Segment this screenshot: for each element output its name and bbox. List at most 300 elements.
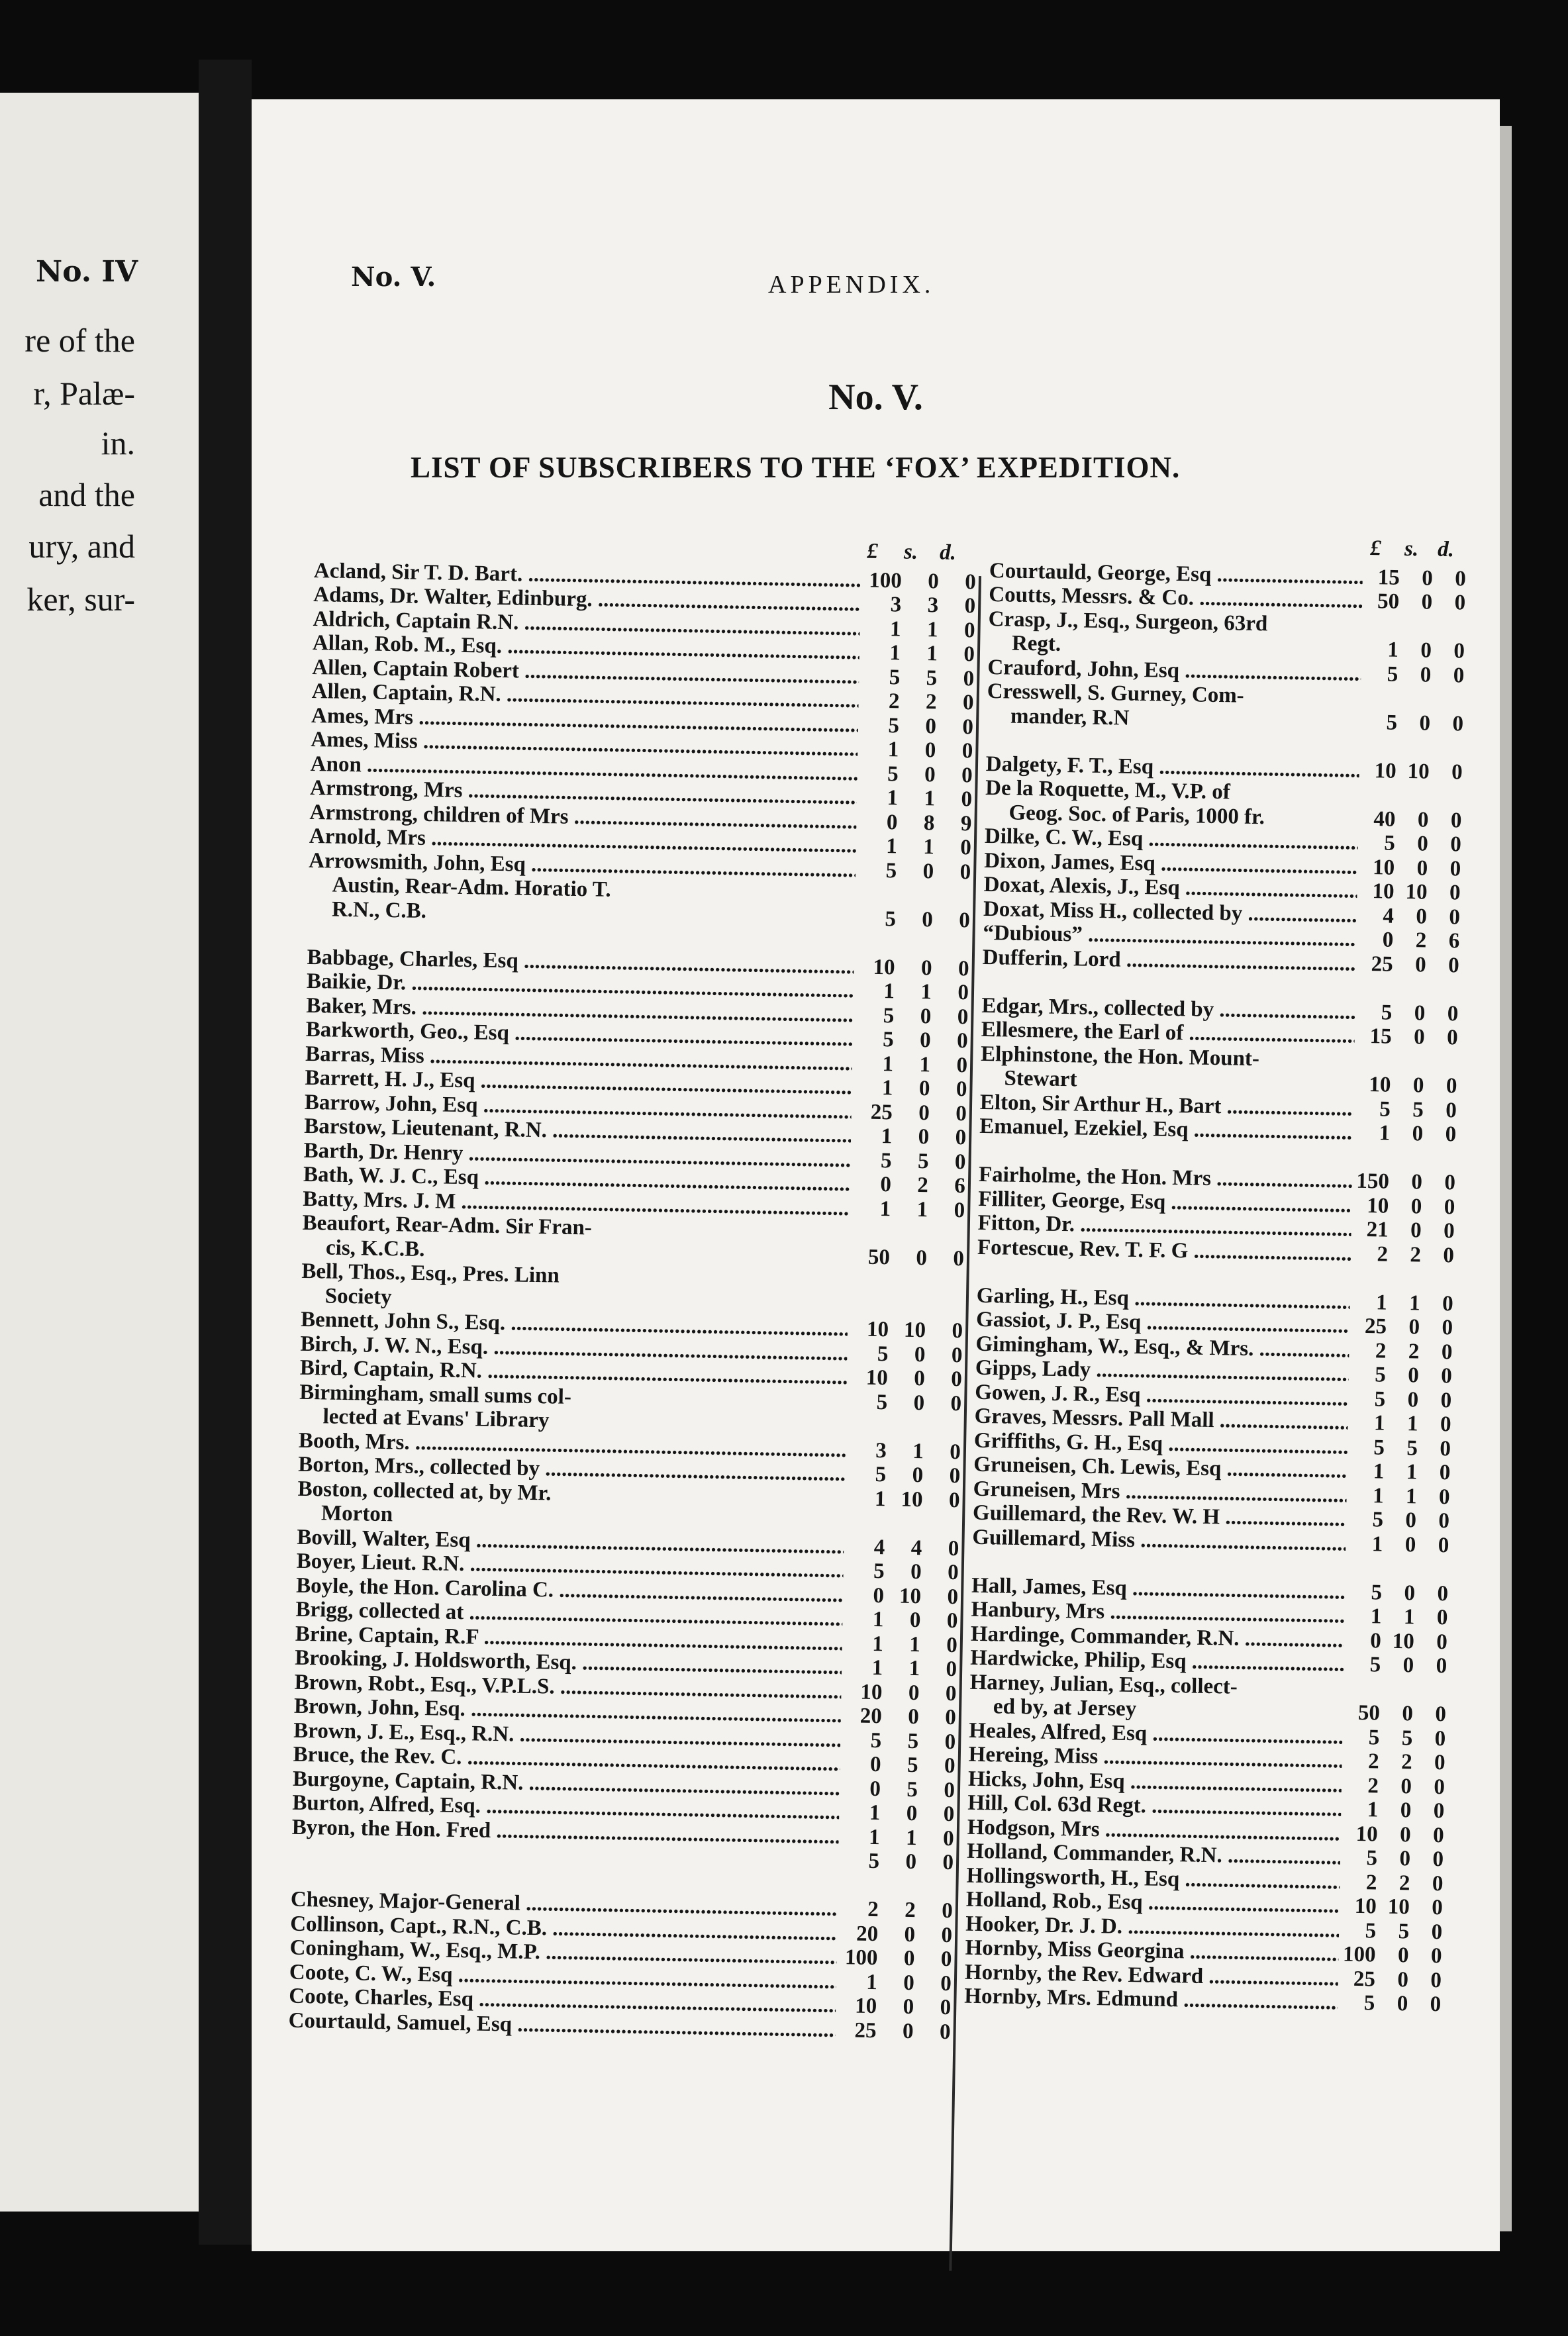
amount-shillings: 0 [1413, 1025, 1426, 1049]
subscriber-name: Society [324, 1283, 392, 1309]
subscriber-name: Garling, H., Esq ..... [976, 1283, 1350, 1314]
amount-pounds: 50 [867, 1245, 891, 1269]
amount-pence: 0 [1449, 856, 1461, 881]
amount-pence: 0 [1455, 566, 1467, 591]
amount-shillings: 0 [905, 1849, 917, 1874]
amount-pounds: 1 [887, 786, 899, 810]
pounds-header: £ [866, 539, 879, 563]
amount-pence: 0 [963, 618, 975, 642]
amount-shillings: 0 [1407, 1363, 1420, 1388]
amount-pence: 0 [940, 1971, 952, 1996]
amount-pence: 0 [1437, 1581, 1449, 1606]
amount-shillings: 1 [922, 835, 935, 859]
amount-pence: 0 [953, 1246, 965, 1271]
amount-shillings: 0 [920, 955, 932, 980]
subscriber-name: Gruneisen, Ch. Lewis, Esq ..... [973, 1453, 1348, 1484]
amount-shillings: 0 [927, 569, 940, 593]
subscriber-name: Gowen, J. R., Esq ..... [975, 1380, 1349, 1411]
amount-pounds: 1 [1367, 1798, 1379, 1822]
amount-shillings: 0 [1417, 807, 1429, 832]
subscriber-name: Coote, Charles, Esq ..... [289, 1984, 836, 2018]
amount-shillings: 0 [925, 714, 937, 738]
amount-shillings: 0 [909, 1608, 921, 1633]
subscriber-name: lected at Evans' Library [322, 1404, 550, 1433]
amount-shillings: 3 [927, 593, 939, 618]
subscriber-name: Coote, C. W., Esq ..... [289, 1960, 837, 1994]
subscriber-name: Hardinge, Commander, R.N. ..... [971, 1622, 1345, 1653]
facing-page-line: r, Palæ- [33, 375, 135, 412]
page-subtitle: LIST OF SUBSCRIBERS TO THE ‘FOX’ EXPEDITION. [411, 451, 1181, 484]
amount-shillings: 0 [1400, 1798, 1412, 1823]
amount-shillings: 0 [924, 762, 936, 787]
amount-pence: 0 [1438, 1509, 1450, 1533]
running-head-number: No. V. [351, 262, 436, 293]
amount-pence: 0 [952, 1318, 963, 1343]
subscriber-name: Baikie, Dr. ..... [307, 969, 854, 1003]
amount-pounds: 10 [1369, 1073, 1391, 1097]
amount-pence: 0 [957, 981, 969, 1005]
subscriber-name: Courtauld, George, Esq ..... [989, 558, 1363, 589]
subscriber-name: Bovill, Walter, Esq ..... [297, 1525, 844, 1559]
amount-shillings: 5 [917, 1149, 929, 1173]
subscriber-name: Fitton, Dr. ..... [977, 1211, 1351, 1242]
subscriber-name: Regt. [1011, 631, 1061, 656]
subscriber-name: Burgoyne, Captain, R.N. ..... [293, 1767, 840, 1800]
amount-shillings: 4 [910, 1535, 922, 1560]
amount-pence: 0 [1446, 1026, 1459, 1050]
subscriber-name: Geog. Soc. of Paris, 1000 fr. [1008, 801, 1265, 829]
amount-pence: 0 [963, 666, 975, 691]
subscriber-name: Coningham, W., Esq., M.P. ..... [289, 1936, 837, 1970]
amount-shillings: 0 [1404, 1532, 1416, 1557]
amount-pounds: 100 [844, 1945, 878, 1971]
amount-pounds: 5 [888, 713, 900, 738]
subscriber-name: Stewart [1004, 1066, 1077, 1092]
amount-pounds: 0 [869, 1752, 881, 1777]
subscriber-column-right [964, 530, 1467, 2017]
amount-pence: 0 [1444, 1171, 1456, 1195]
subscriber-name: Byron, the Hon. Fred ..... [291, 1815, 839, 1849]
amount-shillings: 2 [1400, 1750, 1412, 1775]
amount-shillings: 0 [916, 1245, 928, 1270]
subscriber-name: Barth, Dr. Henry ..... [303, 1138, 851, 1172]
pence-header: d. [939, 540, 957, 565]
amount-pence: 0 [1453, 639, 1465, 663]
subscriber-name: Filliter, George, Esq ..... [978, 1187, 1352, 1218]
amount-pence: 0 [1449, 832, 1462, 857]
amount-pounds: 1 [885, 834, 898, 859]
amount-pounds: 1 [889, 641, 901, 665]
amount-pounds: 5 [868, 1849, 880, 1874]
subscriber-name: Morton [320, 1501, 393, 1527]
amount-pounds: 5 [889, 665, 901, 689]
amount-pence: 0 [955, 1126, 967, 1150]
amount-pence: 0 [1445, 1122, 1457, 1147]
subscriber-name: Brown, J. E., Esq., R.N. ..... [293, 1718, 841, 1752]
subscriber-name: Barras, Miss ..... [305, 1042, 853, 1075]
subscriber-name: Courtauld, Samuel, Esq ..... [288, 2008, 836, 2042]
amount-pence: 0 [956, 1077, 967, 1102]
amount-pounds: 15 [1369, 1024, 1393, 1049]
amount-shillings: 1 [908, 1632, 921, 1657]
subscriber-name: Gipps, Lady ..... [975, 1356, 1349, 1387]
amount-pence: 0 [955, 1101, 967, 1126]
amount-shillings: 1 [1406, 1412, 1418, 1436]
amount-pence: 0 [959, 836, 972, 860]
amount-pence: 0 [963, 642, 975, 667]
amount-shillings: 0 [918, 1100, 930, 1125]
amount-pence: 0 [1454, 591, 1466, 615]
subscriber-name: Boyle, the Hon. Carolina C. ..... [296, 1573, 844, 1607]
amount-pence: 0 [1440, 1388, 1452, 1412]
amount-shillings: 10 [903, 1318, 926, 1343]
subscriber-name: Fairholme, the Hon. Mrs ..... [979, 1163, 1353, 1194]
amount-pence: 0 [948, 1536, 959, 1561]
amount-pounds: 1 [872, 1607, 884, 1632]
subscriber-name: Aldrich, Captain R.N. ..... [313, 607, 860, 640]
subscriber-name: Chesney, Major-General ..... [291, 1888, 838, 1922]
amount-pence: 0 [1446, 1074, 1457, 1098]
subscriber-name: Barrow, John, Esq ..... [305, 1090, 852, 1124]
amount-shillings: 0 [1414, 1000, 1426, 1026]
amount-pounds: 2 [1377, 1241, 1389, 1267]
subscriber-name: Borton, Mrs., collected by ..... [298, 1453, 846, 1486]
subscriber-name: Barkworth, Geo., Esq ..... [305, 1018, 853, 1051]
amount-pence: 0 [1431, 1920, 1443, 1944]
subscriber-name: Dalgety, F. T., Esq ..... [985, 752, 1359, 783]
subscriber-name: Holland, Rob., Esq ..... [966, 1888, 1340, 1919]
amount-pounds: 1 [1379, 1121, 1391, 1145]
amount-pence: 0 [1430, 1992, 1442, 2017]
amount-pence: 0 [943, 1802, 955, 1827]
amount-shillings: 0 [1407, 1387, 1419, 1412]
amount-shillings: 1 [1405, 1484, 1417, 1508]
amount-shillings: 10 [1392, 1629, 1415, 1653]
amount-pence: 0 [1431, 1895, 1444, 1920]
amount-pounds: 5 [1366, 1846, 1378, 1871]
subscriber-name: Hornby, Mrs. Edmund ..... [964, 1984, 1338, 2016]
amount-shillings: 10 [901, 1487, 923, 1512]
amount-pence: 0 [1441, 1339, 1453, 1364]
amount-pounds: 25 [854, 2018, 877, 2043]
amount-pence: 0 [1440, 1412, 1451, 1437]
subscriber-name: Hooker, Dr. J. D. ..... [965, 1912, 1340, 1943]
subscriber-name: Hollingsworth, H., Esq ..... [966, 1863, 1340, 1894]
subscriber-name: Acland, Sir T. D. Bart. ..... [314, 558, 861, 592]
amount-shillings: 0 [918, 1125, 930, 1149]
amount-pounds: 0 [886, 810, 898, 834]
amount-pence: 0 [1440, 1436, 1451, 1461]
subscriber-name: Allan, Rob. M., Esq. ..... [313, 631, 860, 665]
subscriber-name: Boston, collected at, by Mr. [297, 1477, 552, 1505]
amount-shillings: 0 [1412, 1073, 1424, 1098]
subscriber-name: mander, R.N [1010, 704, 1130, 730]
amount-pounds: 5 [1369, 1653, 1381, 1677]
amount-shillings: 0 [1402, 1653, 1414, 1678]
subscriber-name: “Dubious” ..... [983, 921, 1357, 952]
amount-shillings: 5 [907, 1729, 919, 1753]
facing-page-line: re of the [24, 322, 135, 359]
amount-shillings: 1 [916, 1197, 928, 1222]
amount-shillings: 1 [905, 1825, 917, 1850]
subscriber-name: Barrett, H. J., Esq ..... [305, 1066, 852, 1100]
amount-shillings: 0 [1419, 710, 1431, 736]
amount-shillings: 0 [908, 1704, 920, 1729]
amount-pounds: 50 [1377, 589, 1400, 614]
amount-pounds: 1 [883, 979, 895, 1004]
subscriber-name: Bennett, John S., Esq. ..... [301, 1308, 848, 1341]
amount-pounds: 25 [870, 1100, 893, 1124]
amount-pence: 0 [961, 763, 973, 787]
appendix-page [252, 99, 1500, 2251]
amount-pence: 0 [1430, 1943, 1442, 1969]
subscriber-name: Hall, James, Esq ..... [971, 1573, 1346, 1604]
amount-pence: 0 [942, 1826, 954, 1851]
subscriber-name: Ames, Mrs ..... [311, 703, 859, 737]
amount-pence: 0 [1432, 1847, 1444, 1872]
amount-pence: 0 [950, 1367, 963, 1392]
subscriber-name: Crasp, J., Esq., Surgeon, 63rd [988, 607, 1268, 636]
amount-shillings: 0 [1411, 1170, 1423, 1194]
amount-pounds: 10 [873, 955, 895, 979]
amount-pence: 0 [946, 1608, 958, 1633]
book-gutter [199, 60, 252, 2245]
amount-pounds: 1 [1371, 1532, 1383, 1557]
amount-pounds: 10 [865, 1365, 889, 1390]
subscriber-name: Emanuel, Ezekiel, Esq ..... [979, 1114, 1353, 1145]
amount-pounds: 1 [887, 738, 899, 762]
amount-pence: 0 [961, 787, 973, 812]
subscriber-column-left [288, 530, 976, 2045]
amount-pence: 0 [1438, 1484, 1450, 1509]
amount-pence: 0 [946, 1633, 958, 1657]
subscriber-name: Guillemard, Miss ..... [972, 1525, 1346, 1556]
amount-shillings: 0 [1421, 590, 1433, 614]
amount-shillings: 0 [1408, 1315, 1420, 1339]
facing-page-fragment [0, 93, 199, 2212]
amount-pounds: 1 [874, 1486, 886, 1511]
amount-pence: 0 [945, 1705, 957, 1730]
amount-pounds: 5 [1386, 710, 1398, 735]
amount-pounds: 5 [1379, 1096, 1391, 1122]
amount-shillings: 10 [1405, 880, 1428, 904]
amount-shillings: 0 [1420, 638, 1432, 663]
amount-pounds: 5 [1381, 1000, 1393, 1025]
subscriber-name: Birch, J. W. N., Esq. ..... [300, 1332, 848, 1365]
subscriber-name: Elton, Sir Arthur H., Bart ..... [980, 1090, 1354, 1121]
amount-pounds: 10 [1372, 855, 1395, 880]
amount-pounds: 3 [890, 593, 902, 617]
subscriber-name: Heales, Alfred, Esq ..... [969, 1718, 1343, 1749]
subscriber-name: Brown, John, Esq. ..... [294, 1694, 842, 1728]
amount-pence: 0 [1434, 1750, 1446, 1775]
amount-pounds: 5 [1373, 1435, 1385, 1460]
amount-pence: 0 [948, 1488, 960, 1512]
amount-pounds: 1 [1375, 1290, 1388, 1315]
amount-pence: 0 [1451, 759, 1463, 785]
amount-shillings: 0 [904, 1922, 916, 1947]
amount-pence: 0 [1434, 1775, 1446, 1799]
amount-pence: 0 [962, 714, 974, 739]
subscriber-name: De la Roquette, M., V.P. of [985, 775, 1231, 804]
amount-shillings: 0 [1397, 1943, 1409, 1968]
subscriber-name: Boyer, Lieut. R.N. ..... [296, 1549, 844, 1583]
shillings-header: s. [1404, 536, 1419, 561]
amount-pounds: 5 [873, 1559, 885, 1584]
amount-pence: 0 [947, 1584, 959, 1609]
subscriber-name: Griffiths, G. H., Esq ..... [974, 1428, 1348, 1459]
amount-pence: 0 [954, 1198, 965, 1222]
amount-pounds: 1 [1387, 638, 1399, 662]
amount-pence: 0 [954, 1149, 966, 1174]
amount-shillings: 2 [917, 1173, 929, 1198]
subscriber-name: Gassiot, J. P., Esq ..... [976, 1308, 1350, 1339]
amount-shillings: 0 [922, 859, 934, 883]
subscriber-name: Armstrong, Mrs ..... [310, 776, 858, 810]
amount-pounds: 0 [1369, 1628, 1382, 1653]
subscriber-name: Baker, Mrs. ..... [306, 993, 854, 1027]
subscriber-name: Doxat, Alexis, J., Esq ..... [983, 873, 1357, 904]
amount-shillings: 0 [906, 1801, 918, 1826]
amount-pounds: 5 [885, 858, 897, 883]
amount-pence: 0 [939, 2020, 951, 2044]
subscriber-name: Hardwicke, Philip, Esq ..... [970, 1646, 1344, 1677]
amount-pounds: 2 [888, 689, 900, 714]
amount-pence: 6 [1448, 929, 1460, 953]
amount-pounds: 5 [882, 1028, 895, 1052]
amount-pounds: 5 [1365, 1918, 1377, 1943]
amount-pounds: 5 [1384, 831, 1396, 855]
amount-pence: 0 [941, 1923, 953, 1947]
amount-pence: 0 [1434, 1726, 1446, 1751]
amount-pence: 0 [1445, 1098, 1457, 1122]
amount-pounds: 1 [881, 1124, 893, 1149]
subscriber-name: Crauford, John, Esq ..... [987, 655, 1361, 686]
amount-shillings: 1 [924, 787, 936, 811]
amount-pence: 0 [942, 1850, 954, 1875]
shillings-header: s. [903, 540, 918, 564]
amount-pence: 0 [944, 1729, 956, 1754]
amount-shillings: 0 [1416, 904, 1428, 929]
subscriber-name: Holland, Commander, R.N. ..... [967, 1839, 1341, 1871]
amount-pounds: 10 [860, 1680, 883, 1704]
amount-pence: 0 [1432, 1823, 1445, 1847]
subscriber-name: Ames, Miss ..... [311, 728, 858, 761]
amount-pounds: 10 [854, 1994, 877, 2019]
amount-pence: 0 [1450, 808, 1462, 832]
amount-pence: 0 [947, 1560, 959, 1585]
subscriber-name: Coutts, Messrs. & Co. ..... [989, 583, 1363, 614]
amount-pounds: 2 [1367, 1749, 1379, 1774]
amount-pence: 0 [1443, 1219, 1455, 1243]
amount-pounds: 100 [868, 568, 903, 593]
amount-pounds: 2 [1375, 1338, 1387, 1363]
amount-shillings: 2 [1410, 1242, 1422, 1267]
amount-pounds: 1 [868, 1825, 880, 1849]
amount-shillings: 0 [1416, 855, 1428, 881]
amount-shillings: 5 [1406, 1436, 1418, 1460]
amount-pence: 0 [941, 1898, 954, 1923]
amount-pounds: 0 [1382, 928, 1394, 952]
subscriber-list-right [964, 559, 1466, 2017]
amount-shillings: 0 [1397, 1967, 1409, 1992]
subscriber-name: Bell, Thos., Esq., Pres. Linn [301, 1259, 560, 1288]
amount-shillings: 2 [1415, 928, 1427, 953]
amount-pounds: 50 [1357, 1700, 1381, 1726]
subscriber-name: Hill, Col. 63d Regt. ..... [967, 1791, 1342, 1822]
subscriber-name: Hornby, the Rev. Edward ..... [965, 1960, 1339, 1991]
amount-shillings: 5 [926, 665, 938, 690]
amount-pence: 0 [950, 1439, 961, 1464]
amount-pounds: 100 [1342, 1942, 1376, 1967]
subscriber-name: R.N., C.B. [331, 897, 427, 923]
amount-shillings: 2 [1408, 1339, 1420, 1364]
amount-shillings: 1 [1403, 1605, 1415, 1630]
amount-pence: 0 [944, 1753, 956, 1778]
facing-page-line: ury, and [28, 528, 135, 565]
amount-shillings: 0 [903, 1994, 914, 2020]
amount-pence: 0 [1435, 1702, 1447, 1727]
amount-pounds: 10 [1372, 879, 1395, 904]
amount-shillings: 5 [1401, 1726, 1413, 1750]
amount-shillings: 1 [1406, 1460, 1418, 1484]
subscriber-name: Fortescue, Rev. T. F. G ..... [977, 1235, 1351, 1266]
subscriber-name: Adams, Dr. Walter, Edinburg. ..... [313, 583, 861, 616]
amount-shillings: 5 [1398, 1919, 1410, 1943]
amount-pounds: 2 [1365, 1870, 1377, 1895]
amount-shillings: 10 [899, 1584, 922, 1608]
subscriber-name: Bruce, the Rev. C. ..... [293, 1743, 840, 1776]
amount-pence: 0 [961, 739, 973, 763]
amount-shillings: 0 [912, 1463, 924, 1488]
subscriber-name: Barstow, Lieutenant, R.N. ..... [304, 1114, 852, 1148]
amount-shillings: 0 [910, 1559, 922, 1584]
amount-pounds: 10 [1366, 1193, 1389, 1218]
amount-pence: 0 [1436, 1630, 1448, 1654]
amount-pence: 0 [964, 594, 976, 618]
pounds-header: £ [1370, 536, 1382, 561]
amount-shillings: 1 [908, 1656, 920, 1681]
subscriber-name: Hornby, Miss Georgina ..... [965, 1936, 1339, 1967]
pence-header: d. [1437, 537, 1455, 562]
amount-shillings: 0 [1410, 1194, 1422, 1219]
amount-shillings: 0 [1404, 1581, 1416, 1605]
amount-shillings: 2 [904, 1898, 916, 1923]
amount-pounds: 1 [879, 1196, 891, 1221]
facing-page-line: in. [101, 424, 135, 462]
amount-pounds: 5 [885, 906, 897, 931]
amount-pounds: 2 [867, 1897, 879, 1922]
subscriber-name: Brigg, collected at ..... [295, 1598, 843, 1631]
subscriber-name: Graves, Messrs. Pall Mall ..... [974, 1404, 1348, 1436]
amount-pence: 0 [1438, 1533, 1449, 1557]
amount-shillings: 10 [1407, 759, 1430, 784]
amount-pence: 6 [954, 1174, 966, 1198]
subscriber-name: ed by, at Jersey [993, 1694, 1137, 1722]
amount-shillings: 0 [1412, 1122, 1424, 1146]
subscriber-name: Allen, Captain Robert ..... [312, 655, 859, 689]
amount-pounds: 25 [1353, 1967, 1376, 1991]
page-edge [1500, 126, 1512, 2231]
amount-pence: 0 [949, 1463, 961, 1488]
subscriber-name: Gimingham, W., Esq., & Mrs. ..... [975, 1332, 1349, 1363]
amount-shillings: 1 [926, 617, 938, 642]
amount-shillings: 8 [923, 810, 935, 835]
amount-shillings: 0 [913, 1366, 926, 1391]
amount-pence: 0 [1430, 1968, 1442, 1992]
subscriber-name: Hodgson, Mrs ..... [967, 1815, 1341, 1846]
amount-pence: 0 [959, 859, 971, 884]
